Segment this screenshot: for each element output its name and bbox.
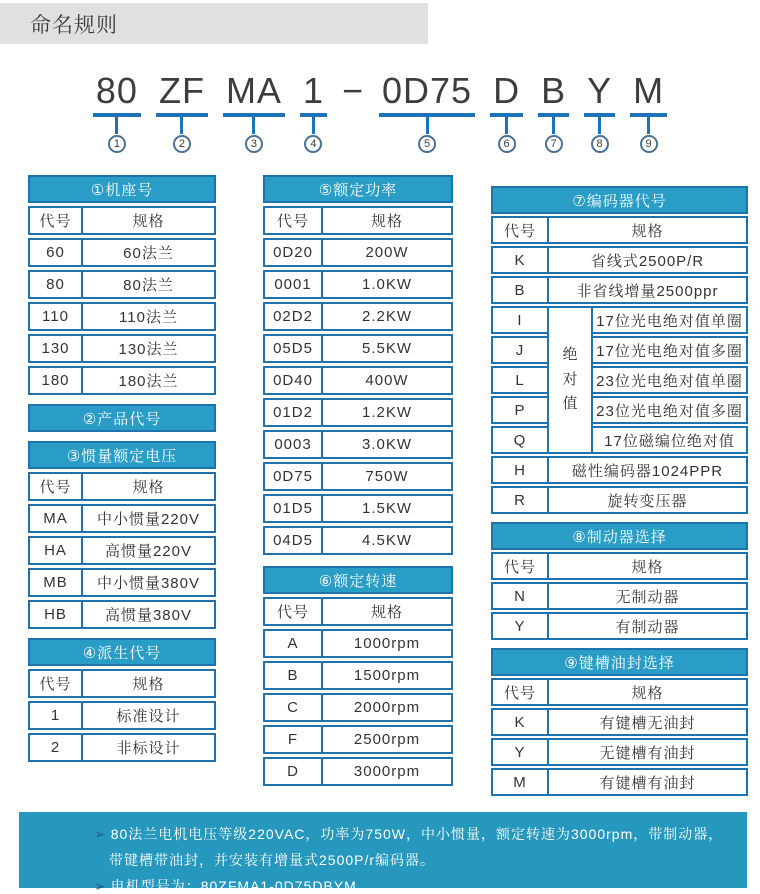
code-cell: 2 (28, 733, 83, 762)
table-row (263, 629, 453, 658)
spec-cell: 80法兰 (81, 270, 216, 299)
table-row (263, 430, 453, 459)
spec-cell: 规格 (81, 206, 216, 235)
segment-number-badge: 6 (498, 135, 516, 153)
segment-number-badge: 2 (173, 135, 191, 153)
code-cell: 代号 (28, 669, 83, 698)
segment-connector-line (115, 117, 118, 134)
code-cell: 代号 (491, 678, 549, 706)
spec-cell: 4.5KW (321, 526, 453, 555)
table-rated-speed (263, 566, 453, 789)
table-row (263, 757, 453, 786)
model-segment-1 (93, 72, 141, 153)
segment-connector-line (180, 117, 183, 134)
code-cell: 180 (28, 366, 83, 395)
spec-cell: 高惯量380V (81, 600, 216, 629)
table-row (28, 568, 216, 597)
spec-cell: 1.0KW (321, 270, 453, 299)
spec-cell: 180法兰 (81, 366, 216, 395)
code-cell: 0003 (263, 430, 323, 459)
code-cell: H (491, 456, 549, 484)
table-frame-size (28, 175, 216, 398)
spec-cell: 130法兰 (81, 334, 216, 363)
table-row (263, 238, 453, 267)
spec-cell: 有键槽有油封 (547, 768, 748, 796)
model-segment-text: − (341, 70, 364, 111)
table-rated-power (263, 175, 453, 558)
model-segment-4 (300, 72, 327, 153)
model-segment-7 (538, 72, 569, 153)
code-cell: 0001 (263, 270, 323, 299)
spec-cell: 规格 (81, 669, 216, 698)
spec-cell: 750W (321, 462, 453, 491)
code-cell: B (491, 276, 549, 304)
spec-cell: 17位光电绝对值单圈 (591, 306, 748, 334)
code-cell: 80 (28, 270, 83, 299)
code-cell: HB (28, 600, 83, 629)
spec-cell: 中小惯量380V (81, 568, 216, 597)
table-row (263, 725, 453, 754)
table-row (28, 270, 216, 299)
code-cell: J (491, 336, 549, 364)
table-header-row (263, 206, 453, 235)
segment-number-badge: 8 (591, 135, 609, 153)
segment-connector-line (312, 117, 315, 134)
arrow-bullet-icon: ➢ (94, 826, 107, 842)
table-row (491, 582, 748, 610)
code-cell: F (263, 725, 323, 754)
spec-cell: 200W (321, 238, 453, 267)
table-row (263, 661, 453, 690)
code-cell: Y (491, 612, 549, 640)
encoder-group-specs (591, 306, 748, 454)
code-cell: 01D2 (263, 398, 323, 427)
spec-cell: 3000rpm (321, 757, 453, 786)
spec-cell: 1000rpm (321, 629, 453, 658)
spec-cell: 非标设计 (81, 733, 216, 762)
model-separator (342, 72, 364, 110)
code-cell: 01D5 (263, 494, 323, 523)
note-line: 带键槽带油封，并安装有增量式2500P/r编码器。 (109, 852, 436, 868)
spec-cell: 规格 (547, 216, 748, 244)
table-row (28, 600, 216, 629)
model-segment-8 (584, 72, 615, 153)
model-segment-text: ZF (158, 70, 205, 111)
table-title: ⑤额定功率 (263, 175, 453, 203)
code-cell: L (491, 366, 549, 394)
table-row (491, 768, 748, 796)
table-row (28, 733, 216, 762)
encoder-absolute-group (491, 306, 748, 454)
spec-cell: 1.5KW (321, 494, 453, 523)
table-row (263, 302, 453, 331)
spec-cell: 3.0KW (321, 430, 453, 459)
code-cell: 代号 (28, 206, 83, 235)
model-segment-text: Y (587, 70, 613, 111)
note-item (94, 821, 727, 873)
spec-cell: 60法兰 (81, 238, 216, 267)
spec-cell: 规格 (81, 472, 216, 501)
table-title: ⑧制动器选择 (491, 522, 748, 550)
spec-cell: 旋转变压器 (547, 486, 748, 514)
table-title: ⑥额定转速 (263, 566, 453, 594)
tables-column-left (28, 175, 216, 765)
code-cell: 110 (28, 302, 83, 331)
code-cell: M (491, 768, 549, 796)
code-cell: 130 (28, 334, 83, 363)
spec-cell: 1.2KW (321, 398, 453, 427)
code-cell: MB (28, 568, 83, 597)
code-cell: K (491, 708, 549, 736)
spec-cell: 无制动器 (547, 582, 748, 610)
spec-cell: 17位光电绝对值多圈 (591, 336, 748, 364)
table-row (263, 270, 453, 299)
table-row (491, 708, 748, 736)
code-cell: C (263, 693, 323, 722)
tables-column-middle (263, 175, 453, 789)
table-row (263, 462, 453, 491)
model-segment-9 (630, 72, 667, 153)
spec-cell: 无键槽有油封 (547, 738, 748, 766)
code-cell: 代号 (28, 472, 83, 501)
code-cell: 04D5 (263, 526, 323, 555)
model-segment-3 (223, 72, 285, 153)
segment-connector-line (252, 117, 255, 134)
spec-cell: 23位光电绝对值单圈 (591, 366, 748, 394)
table-row (28, 701, 216, 730)
segment-connector-line (598, 117, 601, 134)
code-cell: Y (491, 738, 549, 766)
model-segment-text: D (493, 70, 521, 111)
table-keyway-oilseal-option (491, 648, 748, 798)
code-cell: HA (28, 536, 83, 565)
spec-cell: 非省线增量2500ppr (547, 276, 748, 304)
code-cell: I (491, 306, 549, 334)
note-line: ➢ 电机型号为：80ZFMA1-0D75DBYM (94, 878, 357, 894)
code-cell: 代号 (263, 597, 323, 626)
code-cell: K (491, 246, 549, 274)
example-note-box (19, 812, 747, 894)
table-header-row (263, 597, 453, 626)
note-item (94, 873, 727, 894)
code-cell: 60 (28, 238, 83, 267)
spec-cell: 5.5KW (321, 334, 453, 363)
code-cell: MA (28, 504, 83, 533)
spec-cell: 17位磁编位绝对值 (591, 426, 748, 454)
model-segment-6 (490, 72, 523, 153)
model-segment-text: B (541, 70, 567, 111)
spec-cell: 标准设计 (81, 701, 216, 730)
model-number-diagram (0, 72, 760, 153)
code-cell: 0D20 (263, 238, 323, 267)
note-line: ➢ 80法兰电机电压等级220VAC，功率为750W，中小惯量，额定转速为3000rpm，带制动器， (94, 826, 724, 842)
table-row (491, 246, 748, 274)
table-row (263, 366, 453, 395)
table-row (491, 612, 748, 640)
spec-cell: 规格 (547, 552, 748, 580)
table-row (28, 238, 216, 267)
segment-connector-line (505, 117, 508, 134)
spec-cell: 400W (321, 366, 453, 395)
table-row (263, 334, 453, 363)
segment-number-badge: 3 (245, 135, 263, 153)
table-product-code (28, 404, 216, 435)
table-row (263, 398, 453, 427)
code-cell: 0D75 (263, 462, 323, 491)
table-row (491, 276, 748, 304)
table-header-row (28, 669, 216, 698)
segment-number-badge: 9 (640, 135, 658, 153)
spec-cell: 110法兰 (81, 302, 216, 331)
segment-connector-line (552, 117, 555, 134)
table-title: ②产品代号 (28, 404, 216, 432)
table-header-row (491, 678, 748, 706)
arrow-bullet-icon: ➢ (94, 878, 107, 894)
code-cell: N (491, 582, 549, 610)
code-cell: 0D40 (263, 366, 323, 395)
spec-cell: 1500rpm (321, 661, 453, 690)
spec-cell: 中小惯量220V (81, 504, 216, 533)
table-inertia-voltage (28, 441, 216, 632)
code-cell: 代号 (491, 216, 549, 244)
segment-number-badge: 7 (545, 135, 563, 153)
code-cell: Q (491, 426, 549, 454)
table-title: ⑨键槽油封选择 (491, 648, 748, 676)
model-segment-text: 80 (95, 70, 138, 111)
model-segment-5 (379, 72, 475, 153)
spec-cell: 高惯量220V (81, 536, 216, 565)
code-cell: B (263, 661, 323, 690)
page-title: 命名规则 (30, 13, 118, 37)
model-segment-text: 1 (302, 70, 324, 111)
spec-cell: 23位光电绝对值多圈 (591, 396, 748, 424)
table-row (28, 504, 216, 533)
spec-cell: 磁性编码器1024PPR (547, 456, 748, 484)
table-title: ⑦编码器代号 (491, 186, 748, 214)
code-cell: P (491, 396, 549, 424)
model-segment-text: MA (225, 70, 282, 111)
segment-connector-line (426, 117, 429, 134)
table-row (28, 366, 216, 395)
table-row (491, 486, 748, 514)
table-row (28, 334, 216, 363)
model-segment-2 (156, 72, 208, 153)
spec-cell: 2000rpm (321, 693, 453, 722)
table-derivative-code (28, 638, 216, 765)
code-cell: 05D5 (263, 334, 323, 363)
table-row (491, 738, 748, 766)
table-title: ④派生代号 (28, 638, 216, 666)
table-title: ③惯量额定电压 (28, 441, 216, 469)
spec-cell: 有制动器 (547, 612, 748, 640)
code-cell: 代号 (263, 206, 323, 235)
table-header-row (491, 552, 748, 580)
table-encoder-code (491, 186, 748, 516)
code-cell: 02D2 (263, 302, 323, 331)
spec-cell: 2500rpm (321, 725, 453, 754)
code-cell: R (491, 486, 549, 514)
encoder-group-merged-cell: 绝对值 (547, 306, 593, 454)
code-cell: 代号 (491, 552, 549, 580)
spec-cell: 规格 (321, 206, 453, 235)
spec-cell: 规格 (547, 678, 748, 706)
table-header-row (28, 206, 216, 235)
encoder-group-codes (491, 306, 549, 454)
table-row (491, 456, 748, 484)
section-title-bar (0, 3, 428, 44)
segment-connector-line (647, 117, 650, 134)
spec-cell: 省线式2500P/R (547, 246, 748, 274)
segment-number-badge: 5 (418, 135, 436, 153)
segment-number-badge: 1 (108, 135, 126, 153)
table-row (28, 302, 216, 331)
spec-cell: 有键槽无油封 (547, 708, 748, 736)
table-row (263, 526, 453, 555)
spec-cell: 2.2KW (321, 302, 453, 331)
model-segment-text: M (633, 70, 665, 111)
table-row (28, 536, 216, 565)
table-brake-option (491, 522, 748, 642)
spec-cell: 规格 (321, 597, 453, 626)
table-row (263, 494, 453, 523)
code-cell: 1 (28, 701, 83, 730)
code-cell: A (263, 629, 323, 658)
model-segment-text: 0D75 (382, 70, 473, 111)
table-row (263, 693, 453, 722)
code-cell: D (263, 757, 323, 786)
tables-column-right (491, 186, 748, 798)
table-title: ①机座号 (28, 175, 216, 203)
table-header-row (28, 472, 216, 501)
table-header-row (491, 216, 748, 244)
segment-number-badge: 4 (304, 135, 322, 153)
